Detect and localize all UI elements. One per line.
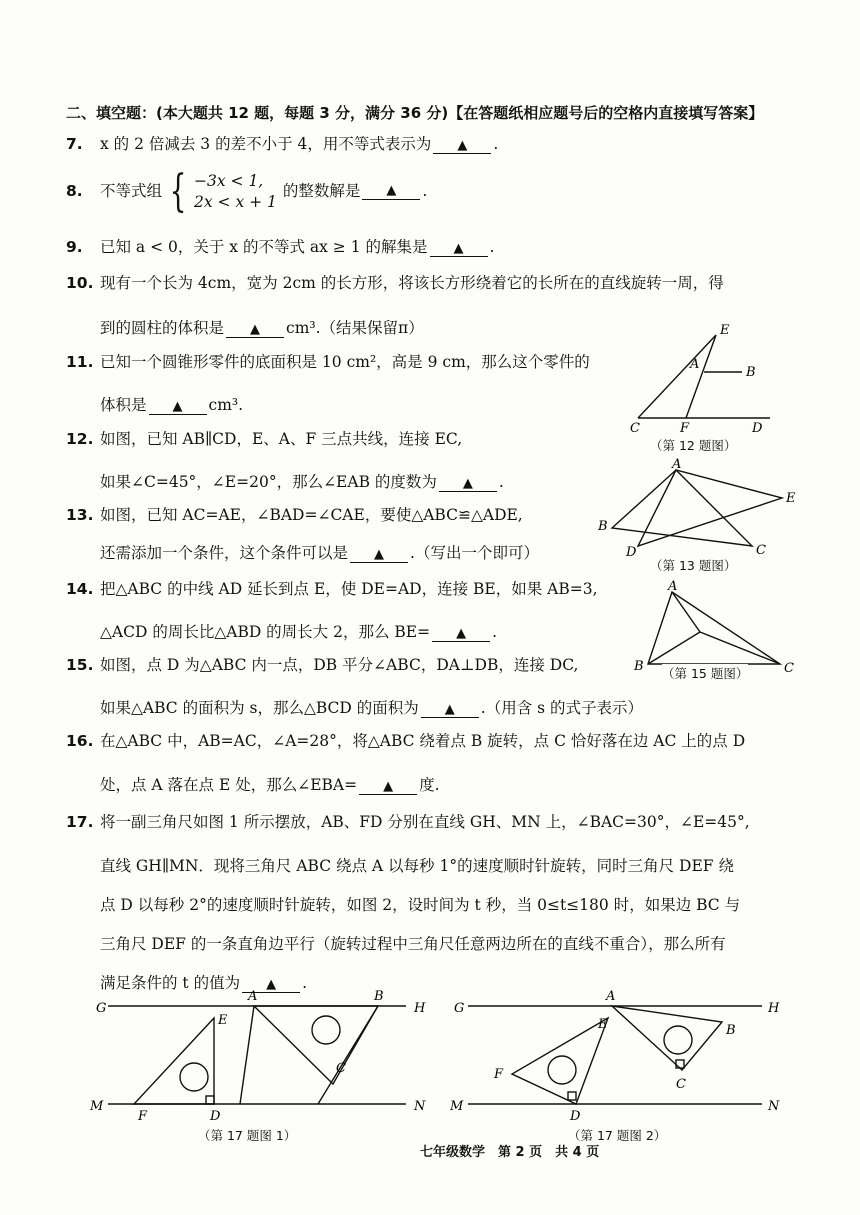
question-12-line-2	[100, 470, 504, 492]
question-text-end: .	[492, 623, 498, 641]
label-b: B	[726, 1023, 736, 1038]
label-c: C	[336, 1061, 346, 1076]
label-f: F	[494, 1067, 504, 1082]
line-bc-extension	[318, 1006, 378, 1104]
question-13	[66, 508, 523, 524]
line-bd	[648, 632, 700, 664]
label-h: H	[768, 1001, 780, 1016]
section-title: 二、填空题：(本大题共 12 题，每题 3 分，满分 36 分)【在答题纸相应题号后的空格内直接填写答案】	[66, 104, 764, 122]
question-16-line-2	[100, 773, 440, 795]
question-text: 已知 a < 0，关于 x 的不等式 ax ≥ 1 的解集是	[100, 238, 428, 256]
figure-17-1	[88, 988, 438, 1128]
question-text: 满足条件的 t 的值为	[100, 974, 241, 992]
label-c: C	[756, 543, 766, 558]
label-e: E	[598, 1017, 608, 1032]
page-footer: 七年级数学 第 2 页 共 4 页	[420, 1145, 600, 1160]
figure-13	[592, 458, 802, 558]
label-n: N	[414, 1099, 426, 1114]
answer-blank: ▲	[350, 548, 408, 563]
question-13-line-2	[100, 541, 539, 563]
question-number: 9.	[66, 238, 83, 256]
label-a: A	[606, 989, 616, 1004]
figure-17-1-caption: （第 17 题图 1）	[198, 1128, 297, 1143]
question-17-line-3: 点 D 以每秒 2°的速度顺时针旋转，如图 2，设时间为 t 秒，当 0≤t≤180 时，如果边 BC 与	[100, 896, 741, 914]
question-text: 如图，点 D 为△ABC 内一点，DB 平分∠ABC，DA⊥DB，连接 DC,	[100, 656, 579, 674]
label-d: D	[210, 1109, 221, 1124]
figure-15-caption: （第 15 题图）	[662, 666, 749, 681]
right-angle-c	[676, 1060, 684, 1068]
question-number: 7.	[66, 135, 83, 153]
label-f: F	[680, 421, 690, 434]
label-c: C	[676, 1077, 686, 1092]
triangle-def	[512, 1018, 608, 1104]
label-b: B	[374, 989, 384, 1004]
question-text: 处，点 A 落在点 E 处，那么∠EBA=	[100, 776, 358, 794]
question-number: 8.	[66, 182, 83, 201]
question-15-line-2	[100, 696, 643, 718]
label-e: E	[720, 323, 730, 338]
triangle-def-hole	[548, 1056, 576, 1084]
question-text-end: .	[422, 182, 428, 201]
question-text-end: .（用含 s 的式子表示）	[480, 699, 644, 717]
label-b: B	[634, 659, 644, 674]
question-text: 不等式组	[100, 182, 163, 201]
label-b: B	[746, 365, 756, 380]
question-text: △ACD 的周长比△ABD 的周长大 2，那么 BE=	[100, 623, 431, 641]
triangle-abc-hole	[664, 1026, 692, 1054]
answer-blank: ▲	[421, 703, 479, 718]
answer-blank: ▲	[242, 978, 300, 993]
dashed-extension	[240, 1006, 254, 1104]
figure-12-caption: （第 12 题图）	[650, 438, 737, 453]
question-text: 如果△ABC 的面积为 s，那么△BCD 的面积为	[100, 699, 419, 717]
question-text: x 的 2 倍减去 3 的差不小于 4，用不等式表示为	[100, 135, 432, 153]
question-number: 16.	[66, 732, 94, 750]
inequality-2: 2x < x + 1	[194, 193, 277, 211]
answer-blank: ▲	[226, 323, 284, 338]
figure-17-2	[450, 988, 790, 1128]
label-d: D	[570, 1109, 581, 1124]
question-10-line-2	[100, 316, 424, 338]
line-ef	[686, 335, 716, 418]
question-text-end: .	[493, 135, 499, 153]
question-17	[66, 815, 750, 831]
question-number: 14.	[66, 580, 94, 598]
triangle-abc	[648, 592, 780, 664]
triangle-def-hole	[180, 1063, 208, 1091]
question-text: 如图，已知 AB∥CD，E、A、F 三点共线，连接 EC,	[100, 430, 463, 448]
answer-blank: ▲	[430, 242, 488, 257]
question-text: 在△ABC 中，AB=AC，∠A=28°，将△ABC 绕着点 B 旋转，点 C 恰好落在边 AC 上的点 D	[100, 732, 746, 750]
question-text-end: cm³.（结果保留π）	[286, 319, 424, 337]
label-a: A	[668, 580, 678, 594]
figure-13-caption: （第 13 题图）	[650, 558, 737, 573]
label-e: E	[786, 491, 796, 506]
brace-symbol: {	[169, 166, 187, 217]
question-number: 13.	[66, 506, 94, 524]
question-text: 将一副三角尺如图 1 所示摆放，AB、FD 分别在直线 GH、MN 上，∠BAC=30°，∠E=45°,	[100, 813, 750, 831]
answer-blank: ▲	[359, 780, 417, 795]
question-text-end: 度.	[419, 776, 440, 794]
question-text-end: .	[302, 974, 308, 992]
answer-blank: ▲	[149, 400, 207, 415]
question-17-line-4: 三角尺 DEF 的一条直角边平行（旋转过程中三角尺任意两边所在的直线不重合），那么所有	[100, 935, 726, 953]
triangle-def	[134, 1018, 214, 1104]
label-m: M	[90, 1099, 104, 1114]
label-d: D	[752, 421, 763, 434]
question-12	[66, 432, 462, 448]
answer-blank: ▲	[433, 139, 491, 154]
line-ad	[672, 592, 700, 632]
question-11-line-2	[100, 393, 243, 415]
label-d: D	[626, 545, 637, 558]
question-text: 现有一个长为 4cm，宽为 2cm 的长方形，将该长方形绕着它的长所在的直线旋转一周，得	[100, 274, 724, 292]
question-number: 10.	[66, 274, 94, 292]
question-text-end: cm³.	[208, 396, 244, 414]
question-text: 到的圆柱的体积是	[100, 319, 225, 337]
label-h: H	[414, 1001, 426, 1016]
question-14-line-2	[100, 620, 497, 642]
label-c: C	[784, 661, 794, 676]
question-text-mid: 的整数解是	[282, 182, 361, 201]
question-10	[66, 276, 724, 292]
question-text: 如图，已知 AC=AE，∠BAD=∠CAE，要使△ABC≌△ADE,	[100, 506, 523, 524]
right-angle-d	[206, 1096, 214, 1104]
question-14	[66, 582, 598, 598]
question-16	[66, 734, 745, 750]
figure-17-2-caption: （第 17 题图 2）	[568, 1128, 667, 1143]
question-text: 已知一个圆锥形零件的底面积是 10 cm²，高是 9 cm，那么这个零件的	[100, 353, 590, 371]
label-n: N	[768, 1099, 780, 1114]
question-9	[66, 240, 494, 257]
inequality-system	[162, 166, 283, 217]
question-text: 如果∠C=45°，∠E=20°，那么∠EAB 的度数为	[100, 473, 437, 491]
question-text: 体积是	[100, 396, 147, 414]
label-m: M	[450, 1099, 464, 1114]
figure-12	[620, 322, 790, 434]
question-17-line-2: 直线 GH∥MN．现将三角尺 ABC 绕点 A 以每秒 1°的速度顺时针旋转，同时三角尺 DEF 绕	[100, 857, 734, 875]
question-text-end: .（写出一个即可）	[410, 544, 539, 562]
label-f: F	[138, 1109, 148, 1124]
question-text: 还需添加一个条件，这个条件可以是	[100, 544, 349, 562]
question-number: 12.	[66, 430, 94, 448]
triangle-abc	[254, 1006, 378, 1084]
right-angle-d	[568, 1092, 576, 1100]
answer-blank: ▲	[439, 477, 497, 492]
inequality-1: −3x < 1,	[194, 171, 264, 190]
label-e: E	[218, 1013, 228, 1028]
label-a: A	[672, 458, 682, 472]
label-a: A	[248, 989, 258, 1004]
question-number: 11.	[66, 353, 94, 371]
triangle-abc	[612, 1006, 722, 1070]
question-15	[66, 658, 578, 674]
triangle-abc-hole	[312, 1016, 340, 1044]
line-ec	[638, 335, 716, 418]
question-text-end: .	[498, 473, 504, 491]
question-8	[66, 166, 428, 217]
answer-blank: ▲	[432, 627, 490, 642]
question-number: 15.	[66, 656, 94, 674]
question-11	[66, 355, 590, 371]
answer-blank: ▲	[362, 184, 420, 199]
question-7	[66, 137, 498, 154]
question-text-end: .	[489, 238, 495, 256]
label-g: G	[454, 1001, 465, 1016]
label-c: C	[630, 421, 640, 434]
label-b: B	[598, 519, 608, 534]
label-a: A	[690, 357, 700, 372]
question-number: 17.	[66, 813, 94, 831]
label-g: G	[96, 1001, 107, 1016]
triangle-abc	[612, 470, 752, 546]
question-text: 把△ABC 的中线 AD 延长到点 E，使 DE=AD，连接 BE，如果 AB=3,	[100, 580, 598, 598]
